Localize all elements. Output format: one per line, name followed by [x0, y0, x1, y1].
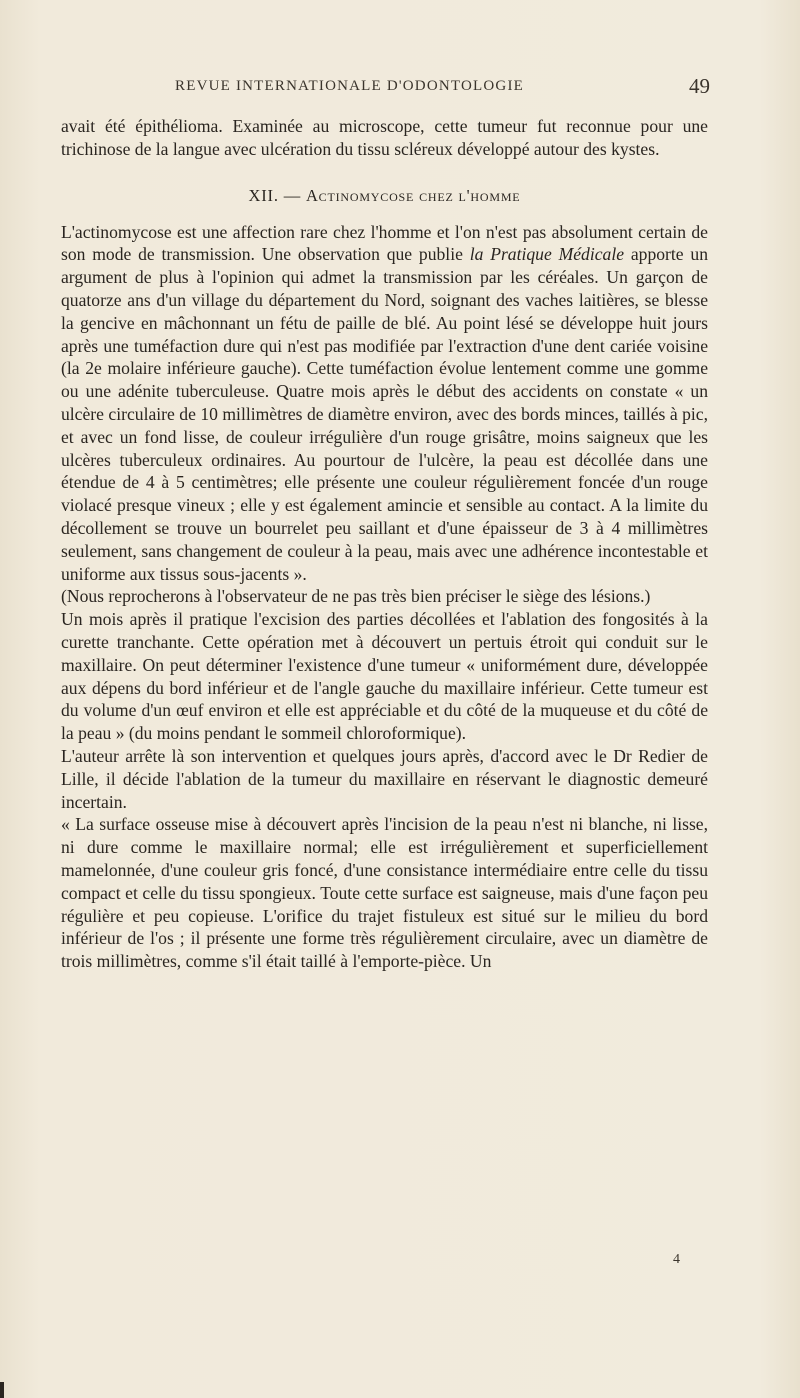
- section-heading: [61, 185, 708, 207]
- paragraph: [61, 221, 708, 586]
- page-header: [60, 76, 710, 100]
- running-title: REVUE INTERNATIONALE D'ODONTOLOGIE: [175, 78, 525, 94]
- paragraph-text: L'actinomycose est une affection rare chez l'homme et l'on n'est pas absolument certain de son mode de transmission. Une observation que publie: [61, 221, 708, 265]
- body-text: [61, 115, 708, 973]
- paragraph: « La surface osseuse mise à découvert après l'incision de la peau n'est ni blanche, ni lisse, ni dure comme le maxillaire normal; elle est irrégulièrement et superficiellement mamelonnée, d'une couleur gris foncé, d'une consistance intermédiaire entre celle du tissu compact et celle du tissu spongieux. Toute cette surface est saigneuse, mais d'une façon peu régulière et peu copieuse. L'orifice du trajet fistuleux est situé sur le milieu du bord inférieur de l'os ; il présente une forme très régulièrement circulaire, avec un diamètre de trois millimètres, comme s'il était taillé à l'emporte-pièce. Un: [61, 814, 708, 972]
- journal-title: la Pratique Médicale: [469, 244, 625, 265]
- section-number: XII. —: [248, 185, 302, 205]
- signature-mark: 4: [673, 1252, 680, 1267]
- paragraph-text: apporte un argument de plus à l'opinion qui admet la transmission par les céréales. Un garçon de quatorze ans d'un village du département du Nord, soignant des vaches laitières, se blesse la gencive en mâchonnant un fétu de paille de blé. Au point lésé se développe huit jours après une tuméfaction dure qui n'est pas modifiée par l'extraction d'une dent cariée voisine (la 2e molaire inférieure gauche). Cette tuméfaction évolue lentement comme une gomme ou une adénite tuberculeuse. Quatre mois après le début des accidents on constate « un ulcère circulaire de 10 millimètres de diamètre environ, avec des bords minces, taillés à pic, et avec un fond lisse, de couleur irrégulière d'un rouge grisâtre, moins saigneux que les ulcères tuberculeux ordinaires. Au pourtour de l'ulcère, la peau est décollée dans une étendue de 4 à 5 centimètres; elle présente une couleur régulièrement foncée d'un rouge violacé presque vineux ; elle y est également amincie et sensible au contact. A la limite du décollement se trouve un bourrelet peu saillant et d'une épaisseur de 3 à 4 millimètres seulement, sans changement de couleur à la peau, mais avec une adhérence incontestable et uniforme aux tissus sous-jacents ».: [61, 244, 708, 584]
- page-number: 49: [689, 74, 710, 98]
- paragraph: (Nous reprocherons à l'observateur de ne pas très bien préciser le siège des lésions.): [61, 586, 651, 607]
- paragraph: L'auteur arrête là son intervention et quelques jours après, d'accord avec le Dr Redier de Lille, il décide l'ablation de la tumeur du maxillaire en réservant le diagnostic demeuré incertain.: [61, 745, 708, 812]
- section-title: Actinomycose chez l'homme: [305, 185, 521, 205]
- scan-edge-mark: [0, 1382, 4, 1398]
- paragraph-continuation: avait été épithélioma. Examinée au microscope, cette tumeur fut reconnue pour une trichinose de la langue avec ulcération du tissu scléreux développé autour des kystes.: [61, 116, 708, 159]
- paragraph: Un mois après il pratique l'excision des parties décollées et l'ablation des fongosités à la curette tranchante. Cette opération met à découvert un pertuis étroit qui conduit sur le maxillaire. On peut déterminer l'existence d'une tumeur « uniformément dure, développée aux dépens du bord inférieur et de l'angle gauche du maxillaire inférieur. Cette tumeur est du volume d'un œuf environ et elle est appréciable et du côté de la muqueuse et du côté de la peau » (du moins pendant le sommeil chloroformique).: [61, 609, 708, 744]
